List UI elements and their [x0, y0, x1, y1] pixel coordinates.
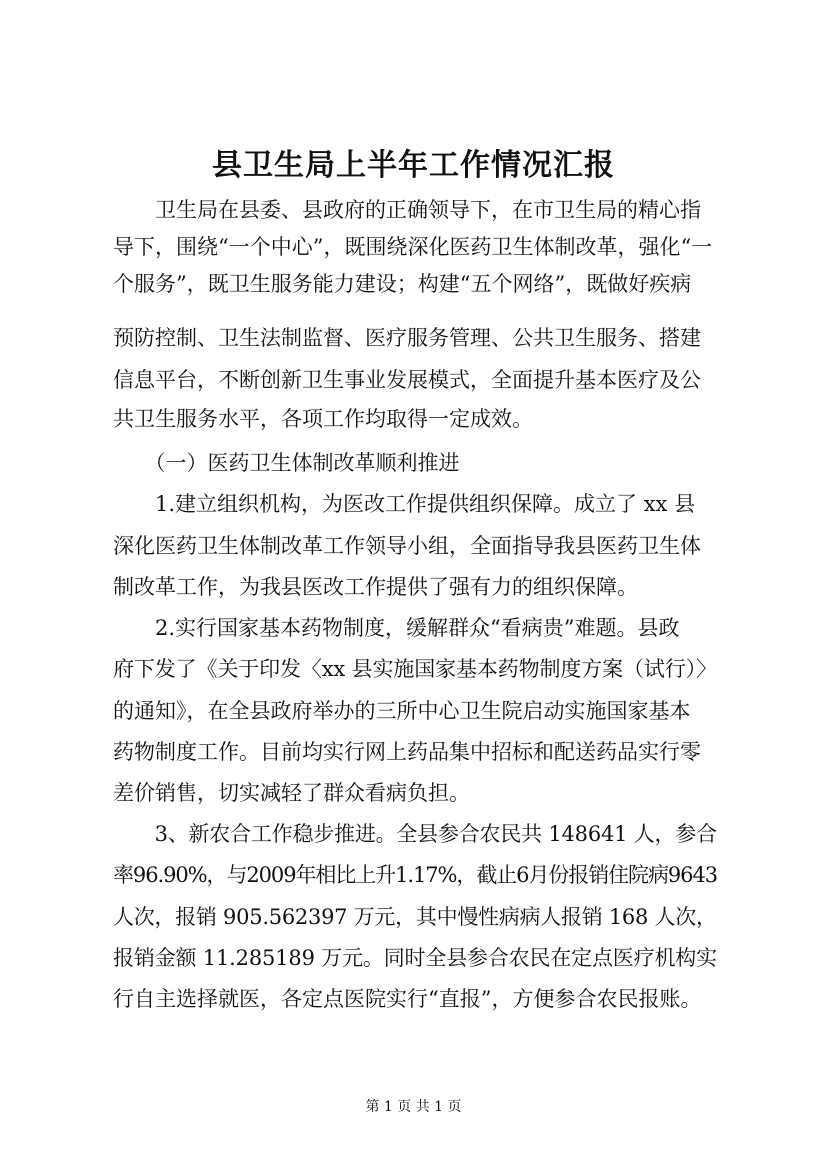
body-line-14: 药物制度工作。目前均实行网上药品集中招标和配送药品实行零	[113, 740, 701, 764]
body-line-9: 深化医药卫生体制改革工作领导小组，全面指导我县医药卫生体	[113, 534, 701, 558]
body-line-16: 3、新农合工作稳步推进。全县参合农民共 148641 人，参合	[113, 822, 717, 846]
document-title: 县卫生局上半年工作情况汇报	[212, 148, 615, 183]
body-line-12: 府下发了《关于印发〈xx 县实施国家基本药物制度方案（试行）〉	[113, 657, 717, 681]
body-line-19: 报销金额 11.285189 万元。同时全县参合农民在定点医疗机构实	[113, 946, 717, 970]
body-line-13: 的通知》，在全县政府举办的三所中心卫生院启动实施国家基本	[113, 699, 691, 723]
body-line-8: 1.建立组织机构，为医改工作提供组织保障。成立了 xx 县	[113, 492, 696, 516]
body-line-20: 行自主选择就医，各定点医院实行“直报”，方便参合农民报账。	[113, 987, 702, 1011]
body-line-6: 共卫生服务水平，各项工作均取得一定成效。	[113, 407, 533, 431]
body-line-4: 预防控制、卫生法制监督、医疗服务管理、公共卫生服务、搭建	[113, 326, 701, 350]
body-line-1: 卫生局在县委、县政府的正确领导下，在市卫生局的精心指	[113, 198, 701, 222]
body-line-3: 个服务”，既卫生服务能力建设；构建“五个网络”，既做好疾病	[113, 272, 692, 296]
body-line-2: 导下，围绕“一个中心”，既围绕深化医药卫生体制改革，强化“一	[113, 235, 713, 259]
body-line-18: 人次，报销 905.562397 万元，其中慢性病病人报销 168 人次，	[113, 905, 717, 929]
body-line-10: 制改革工作，为我县医改工作提供了强有力的组织保障。	[113, 575, 638, 599]
body-line-11: 2.实行国家基本药物制度，缓解群众“看病贵”难题。县政	[113, 616, 680, 640]
body-line-17: 率96.90%，与2009年相比上升1.17%，截止6月份报销住院病9643	[113, 863, 718, 887]
section-heading-1: （一）医药卫生体制改革顺利推进	[113, 451, 460, 475]
body-line-15: 差价销售，切实减轻了群众看病负担。	[113, 781, 470, 805]
body-line-5: 信息平台，不断创新卫生事业发展模式，全面提升基本医疗及公	[113, 368, 701, 392]
page-number-footer: 第 1 页 共 1 页	[365, 1099, 462, 1115]
